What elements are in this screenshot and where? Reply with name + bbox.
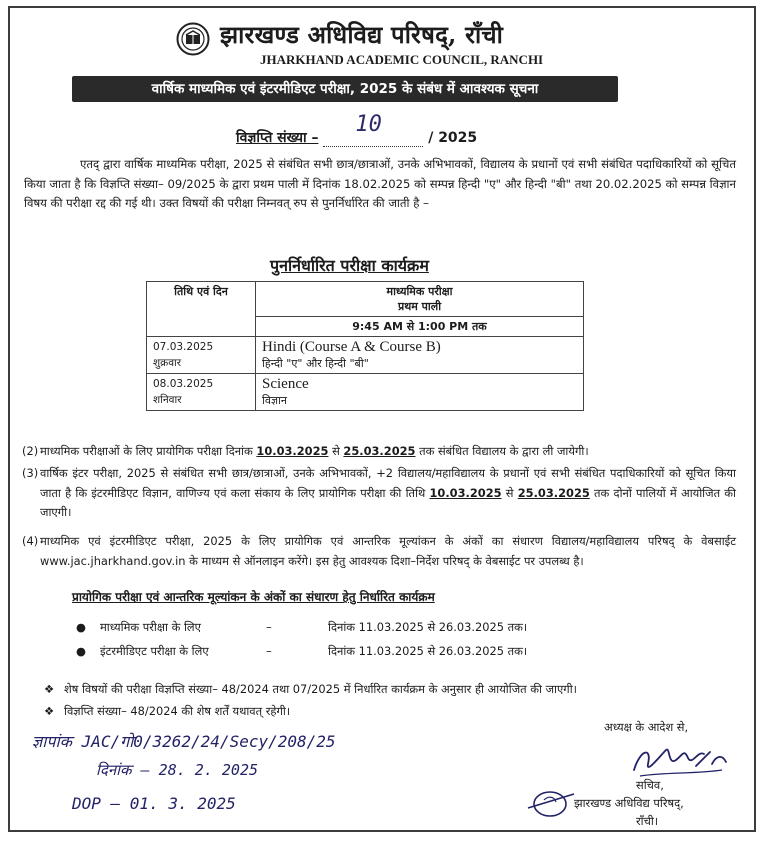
notice-number-value: 10: [355, 112, 382, 137]
subject-hindi: विज्ञान: [262, 394, 287, 407]
marks-row-label: इंटरमीडिएट परीक्षा के लिए: [100, 644, 209, 658]
point-number: (4): [22, 534, 39, 548]
notice-number-field: [323, 112, 423, 147]
row-date-day: [147, 374, 256, 411]
row-day: शनिवार: [153, 394, 182, 406]
text-part: से: [501, 485, 518, 500]
table-row: [147, 374, 584, 411]
date-start: 10.03.2025: [429, 485, 502, 500]
table-header-row: [147, 282, 584, 317]
diamond-bullet-icon: ❖: [44, 704, 55, 718]
schedule-title: पुनर्निर्धारित परीक्षा कार्यक्रम: [270, 256, 429, 275]
point-text: [40, 464, 736, 523]
row-date: 07.03.2025: [153, 341, 214, 353]
list-item: [76, 644, 716, 662]
text-part: तक दोनों पालियों में आयोजित की जाएगी।: [40, 485, 736, 519]
exam-time: 9:45 AM से 1:00 PM तक: [256, 317, 584, 337]
notice-number: [236, 112, 478, 147]
marks-row-value: दिनांक 11.03.2025 से 26.03.2025 तक।: [328, 644, 528, 658]
org-name-hindi: झारखण्ड अधिविद्य परिषद्, राँची: [220, 20, 504, 49]
subject-banner: वार्षिक माध्यमिक एवं इंटरमीडिएट परीक्षा, 2025 के संबंध में आवश्यक सूचना: [72, 76, 618, 102]
stamp-icon: [526, 786, 578, 820]
diamond-bullet-icon: ❖: [44, 682, 55, 696]
marks-row-dash: –: [266, 620, 272, 634]
row-subject: [256, 374, 584, 411]
list-item: [76, 620, 716, 638]
notice-year: / 2025: [428, 130, 478, 146]
signature-icon: [626, 736, 736, 782]
bullet-icon: ●: [76, 620, 86, 634]
date-end: 25.03.2025: [343, 444, 416, 458]
text-part: से: [328, 444, 344, 458]
table-row: [147, 337, 584, 374]
letterhead: [10, 8, 754, 76]
exam-schedule-table: [146, 281, 584, 411]
point-number: (2): [22, 444, 39, 458]
handwritten-date: दिनांक – 28. 2. 2025: [96, 761, 259, 779]
row-date: 08.03.2025: [153, 378, 214, 390]
secretary-org: झारखण्ड अधिविद्य परिषद्,: [574, 796, 684, 810]
secretary-title: सचिव,: [636, 778, 664, 792]
subject-english: Science: [262, 376, 309, 392]
point-text: माध्यमिक एवं इंटरमीडिएट परीक्षा, 2025 के लिए प्रायोगिक एवं आन्तरिक मूल्यांकन के अंकों का संधारण विद्यालय/महाविद्यालय परिषद् के वेबसाईट www.jac.jharkhand.gov.in के माध्यम से ऑनलाइन करेंगे। इस हेतु आवश्यक दिशा–निर्देश परिषद् के वेबसाईट पर उपलब्ध है।: [40, 534, 736, 568]
secretary-city: राँची।: [636, 814, 659, 828]
marks-row-dash: –: [266, 644, 272, 658]
point-text: [40, 442, 736, 462]
marks-schedule-title: प्रायोगिक परीक्षा एवं आन्तरिक मूल्यांकन के अंकों का संधारण हेतु निर्धारित कार्यक्रम: [72, 590, 435, 604]
bullet-icon: ●: [76, 644, 86, 658]
org-name-english: JHARKHAND ACADEMIC COUNCIL, RANCHI: [260, 52, 544, 67]
row-day: शुक्रवार: [153, 357, 182, 369]
col-date-day: तिथि एवं दिन: [147, 282, 256, 337]
by-order-text: अध्यक्ष के आदेश से,: [604, 720, 689, 734]
col-exam: [256, 282, 584, 317]
text-part: तक संबंधित विद्यालय के द्वारा ली जायेगी।: [415, 444, 589, 458]
point-number: (3): [22, 466, 39, 480]
col-exam-line2: प्रथम पाली: [397, 300, 442, 313]
row-date-day: [147, 337, 256, 374]
date-start: 10.03.2025: [256, 444, 329, 458]
text-part: माध्यमिक परीक्षाओं के लिए प्रायोगिक परीक्षा दिनांक: [40, 444, 257, 458]
note-item: [44, 682, 734, 700]
handwritten-dop: DOP – 01. 3. 2025: [72, 794, 236, 813]
marks-row-value: दिनांक 11.03.2025 से 26.03.2025 तक।: [328, 620, 528, 634]
row-subject: [256, 337, 584, 374]
handwritten-memo-number: ज्ञापांक JAC/गो0/3262/24/Secy/208/25: [32, 732, 336, 751]
date-end: 25.03.2025: [517, 485, 590, 500]
text-part: वार्षिक इंटर परीक्षा, 2025 से संबंधित सभी छात्र/छात्राओं, उनके अभिभावकों, +2 विद्यालय/महाविद्यालय के प्रधानों एवं सभी संबंधित पदाधिकारियों को सूचित किया जाता है कि इंटरमीडिएट विज्ञान, वाणिज्य एवं कला संकाय के लिए प्रायोगिक परीक्षा की तिथि: [40, 466, 736, 500]
subject-hindi: हिन्दी "ए" और हिन्दी "बी": [262, 357, 369, 370]
intro-paragraph: एतद् द्वारा वार्षिक माध्यमिक परीक्षा, 2025 से संबंधित सभी छात्र/छात्राओं, उनके अभिभावकों, विद्यालय के प्रधानों एवं सभी संबंधित पदाधिकारियों को सूचित किया जाता है कि विज्ञप्ति संख्या– 09/2025 के द्वारा प्रथम पाली में दिनांक 18.02.2025 को सम्पन्न हिन्दी "ए" और हिन्दी "बी" तथा 20.02.2025 को सम्पन्न विज्ञान विषय की परीक्षा रद्द की गई थी। उक्त विषयों की परीक्षा निम्नवत् रुप से पुनर्निर्धारित की जाती है –: [24, 157, 736, 210]
subject-english: Hindi (Course A & Course B): [262, 339, 441, 355]
note-text: शेष विषयों की परीक्षा विज्ञप्ति संख्या– 48/2024 तथा 07/2025 में निर्धारित कार्यक्रम के अनुसार ही आयोजित की जाएगी।: [64, 682, 577, 696]
col-exam-line1: माध्यमिक परीक्षा: [386, 285, 453, 298]
note-text: विज्ञप्ति संख्या– 48/2024 की शेष शर्तें यथावत् रहेगी।: [64, 704, 291, 718]
marks-row-label: माध्यमिक परीक्षा के लिए: [100, 620, 201, 634]
notice-number-label: विज्ञप्ति संख्या –: [236, 130, 319, 146]
council-emblem-icon: [176, 22, 210, 56]
